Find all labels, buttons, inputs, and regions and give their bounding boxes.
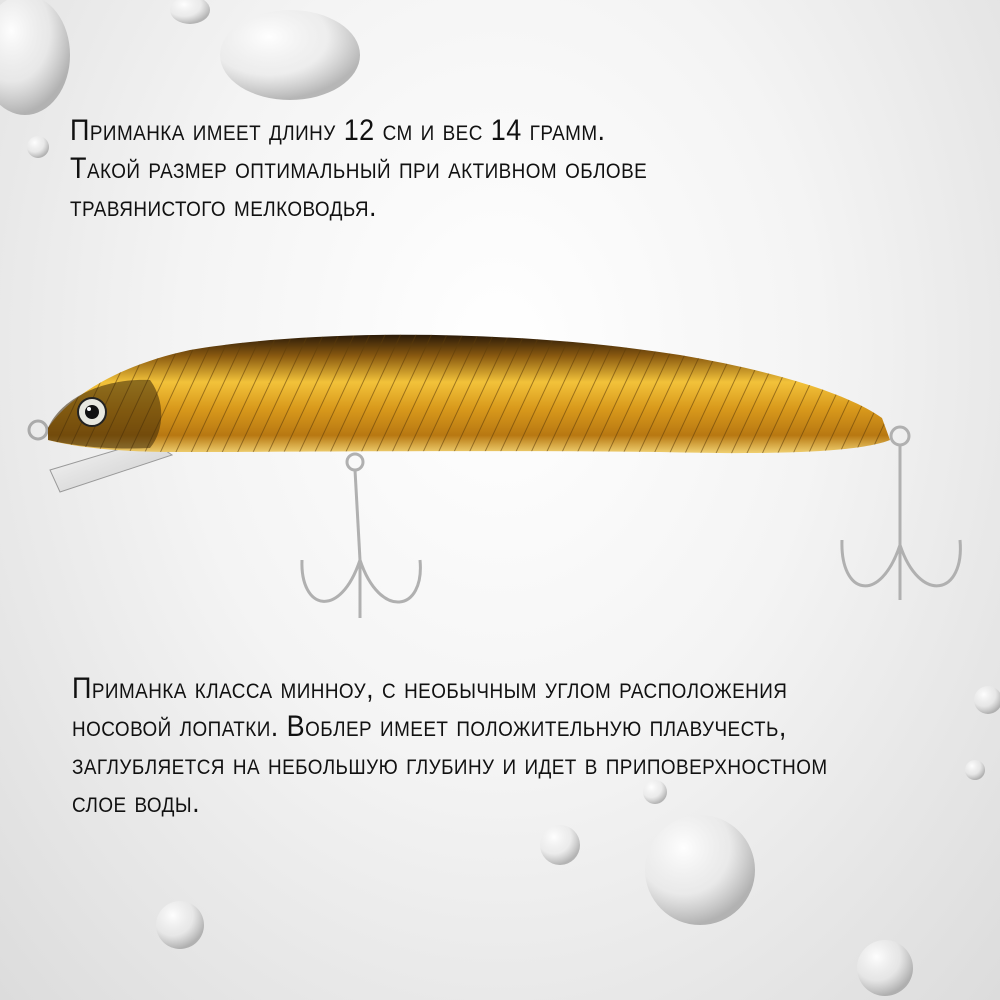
droplet	[220, 10, 360, 100]
droplet	[965, 760, 985, 780]
droplet	[156, 901, 204, 949]
droplet	[27, 136, 49, 158]
droplet	[645, 815, 755, 925]
droplet	[0, 0, 70, 115]
description-top	[70, 112, 647, 226]
description-line: Такой размер оптимальный при активном облове	[70, 152, 648, 185]
description-line: травянистого мелководья.	[70, 190, 377, 223]
fishing-lure-image	[29, 335, 890, 492]
line-tie-ring	[29, 421, 47, 439]
treble-hook-front	[302, 454, 420, 618]
droplet	[170, 0, 210, 24]
droplet	[857, 940, 913, 996]
treble-hook-rear	[842, 427, 960, 600]
droplet	[974, 686, 1000, 714]
description-line: носовой лопатки. Воблер имеет положительную плавучесть,	[72, 710, 787, 743]
description-line: Приманка имеет длину 12 см и вес 14 грамм.	[70, 114, 606, 147]
droplet	[540, 825, 580, 865]
description-line: заглубляется на небольшую глубину и идет в приповерхностном	[72, 748, 828, 781]
description-bottom	[72, 670, 828, 822]
description-line: слое воды.	[72, 786, 201, 819]
description-line: Приманка класса минноу, с необычным углом расположения	[72, 672, 788, 705]
